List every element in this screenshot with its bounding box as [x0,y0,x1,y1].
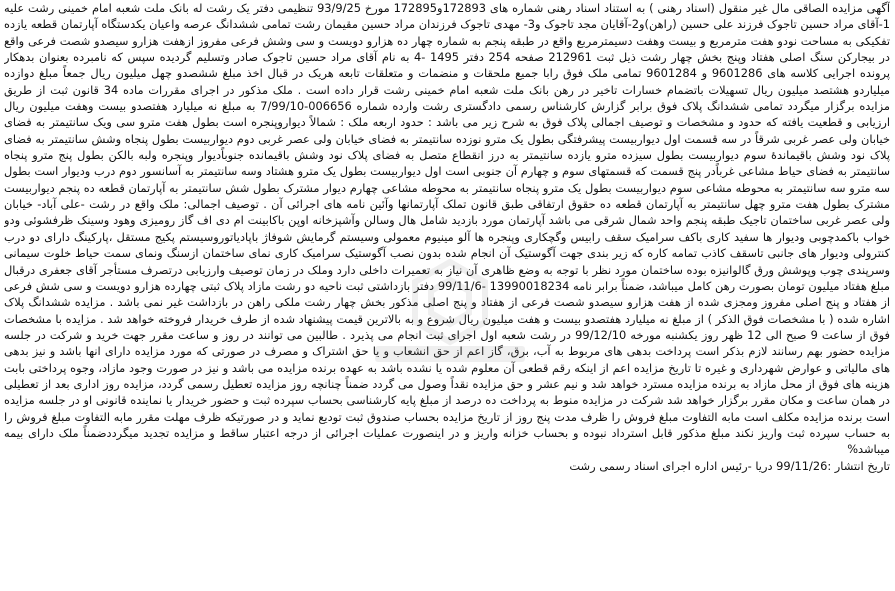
auction-notice [4,0,890,591]
publication-date-line: تاریخ انتشار :99/11/26 دریا -رئیس اداره اجرای اسناد رسمی رشت [569,458,890,473]
notice-body: آگهی مزایده الصاقی مال غیر منقول (اسناد رهنی ) به استناد اسناد رهنی شماره های 172893و172895 مورخ 93/9/25 تنظیمی دفتر یک رشت له بانک ملت شعبه امام خمینی رشت علیه 1-آقای مراد حسین تاجوک فرزند علی حسین (راهن)و2-آقایان مجد تاجوک و3- مهدی تاجوک فرزندان مراد حسین مقیمان رشت تمامی ششدانگ عرصه واعیان یکدستگاه آپارتمان قطعه یازده تفکیکی به مساحت نودو هفت مترمربع و بیست وهفت دسیمترمربع واقع در طبقه پنجم به شماره چهار ده هزارو دویست و سی وشش فرعی مفروز ازهفت هزارو سیصدو شصت فرعی واقع در بیجارکن سنگ اصلی هفتاد وپنج بخش چهار رشت ذیل ثبت 212961 صفحه 254 دفتر 1495 -4 به نام آقای مراد حسین تاجوک صادر وتسلیم گردیده سپس که نامبرده بعنوان بدهکار پرونده اجرایی کلاسه های 9601286 و 9601284 تمامی ملک فوق رابا جمیع ملحقات و منضمات و متعلقات تابعه هریک در قبال اخذ مبلغ ششصدو چهل میلیون ریال جمعاً مبلغ دوازده میلیاردو هشتصد میلیون ریال تسهیلات باتضمام خسارات تاخیر در رهن بانک ملت شعبه امام خمینی رشت قرار داده است . ملک مذکور در اجرای مقررات ماده 34 قانون ثبت از طریق مزایده برگزار میگردد تمامی ششدانگ پلاک فوق برابر گزارش کارشناس رسمی دادگستری رشت وارده شماره 006656-7/99/10 به مبلغ نه میلیارد هفتصدو بیست وهفت میلیون ریال ارزیابی و قطعیت یافته که حدود و مشخصات و توصیف اجمالی پلاک فوق به شرح زیر می باشد : حدود اربعه ملک : شمالاً دیواروپنجره است بطول هفت مترو سی ویک سانتیمتر به فضای خیابان ولی عصر غربی شرقاً در سه قسمت اول دیواربیست پیشرفتگی بطول یک مترو نوزده سانتیمتر به فضای خیابان ولی عصر غربی دوم دیواربیست بطول پنجاه وشش سانتیمتر به فضای پلاک نود وشش باقیماندهٔ سوم دیواربیست بطول سیزده مترو یازده سانتیمتر به درز انقطاع متصل به فضای پلاک نود وشش باقیمانده جنوباًدیوار وپنجره ولبه بالکن بطول پنج مترو پنجاه سانتیمتر به فضای حیاط مشاعی غرباًدر پنج قسمت که قسمتهای سوم و چهارم آن جنوبی است اول دیواربیست بطول یک مترو هشتاد وسه سانتیمتر به آسانسور دوم درب ودیوار است بطول سه مترو سه سانتیمتر به محوطه مشاعی سوم دیواربیست بطول یک مترو پنجاه سانتیمتر به محوطه مشاعی چهارم دیوار مشترک بطول شش سانتیمتر به آپارتمان قطعه ده پنجم دیواربیست مشترک بطول هفت مترو چهل سانتیمتر به آپارتمان قطعه ده حقوق ارتفاقی طبق قانون تملک آپارتمانها وآئین نامه های اجرائی آن . توصیف اجمالی: ملک واقع در رشت -علی آباد- خیابان ولی عصر غربی ساختمان تاجیک طبقه پنجم واحد شمال شرقی می باشد آپارتمان مورد بازدید شامل هال وسالن وآشپزخانه اوپن باکابینت ام دی اف گاز رومیزی وهود وسینک ظرفشوئی ودو خواب باکمدچوبی ودیوار ها سفید کاری باکف سرامیک سقف رابیس وگچکاری وپنجره ها آلو مینیوم معمولی وسیستم گرمایش شوفاژ باپادیاتوروسیستم پکیج مستقل ،پارکینگ دارای دو درب کنترولی ودیوار های جانبی تاسقف کاذب تمامه کاره که زیر بندی جهت آگوستیک آن انجام شده بدون نصب آگوستیک سرامیک کاری نمای ساختمان ازسنگ ونمای سمت حیاط خلوت سیمانی وسرپندی چوب وپوشش ورق گالوانیزه بوده ساختمان مورد نظر با توجه به وضع ظاهری آن نیاز به تعمیرات داخلی دارد وملک در زمان توصیف وارزیابی درتصرف مستأجر آقای جعفری درقبال مبلغ هفتاد میلیون تومان بصورت رهن کامل میباشد، ضمناً برابر نامه 13990018234 -99/11/6 دفتر بازداشتی ثبت ناحیه دو رشت مازاد پلاک ثبتی چهارده هزارو دویست و سی شش فرعی از هفتاد و پنج اصلی مفروز ومجزی شده از هفت هزارو سیصدو شصت فرعی از هفتاد و پنج اصلی مذکور بخش چهار رشت ملکی راهن در بازداشت غیر نمی باشد . مزایده ششدانگ پلاک اشاره شده ( با مشخصات فوق الذکر ) از مبلغ نه میلیارد هفتصدو بیست و هفت میلیون ریال شروع و به بالاترین قیمت پیشنهاد شده از طرف خریدار فروخته خواهد شد . مزایده با مشخصات فوق از ساعت 9 صبح الی 12 ظهر روز یکشنبه مورخه 99/12/10 در رشت شعبه اول اجرای ثبت انجام می پذیرد . طالبین می توانند در روز و ساعت مقرر جهت خرید و شرکت در جلسه مزایده حضور بهم رسانند لازم بذکر است پرداخت بدهی های مربوط به آب، برق، گاز اعم از حق انشعاب و یا حق اشتراک و مصرف در صورتی که مورد مزایده دارای انها باشد و نیز بدهی های مالیاتی و عوارض شهرداری و غیره تا تاریخ مزایده اعم از اینکه رقم قطعی آن معلوم شده یا نشده باشد به عهده برنده مزایده می باشد و نیز در صورت وجود مازاد، وجوه پرداختی بابت هزینه های فوق از محل مازاد به برنده مزایده مسترد خواهد شد و نیم عشر و حق مزایده نقداً وصول می گردد ضمناً چنانچه روز مزایده تعطیل رسمی گردد، مزایده روز اداری بعد از تعطیلی در همان ساعت و مکان مقرر برگزار خواهد شد شرکت در مزایده منوط به پرداخت ده درصد از مبلغ پایه کارشناسی بحساب سپرده ثبت و حضور خریدار یا نماینده قانونی او در جلسه مزایده است برنده مزایده مکلف است مابه التفاوت مبلغ فروش را ظرف مدت پنج روز از تاریخ مزایده بحساب صندوق ثبت تودیع نماید و در صورتیکه ظرف مهلت مقرر مابه التفاوت مبلغ فروش را به حساب سپرده ثبت واریز نکند مبلغ مذکور قابل استرداد نبوده و بحساب خزانه واریز و در اینصورت عملیات اجرائی از درجه اعتبار ساقط و مزایده تجدید میگرددضمناً ملک دارای بیمه میباشد% [4,1,890,457]
